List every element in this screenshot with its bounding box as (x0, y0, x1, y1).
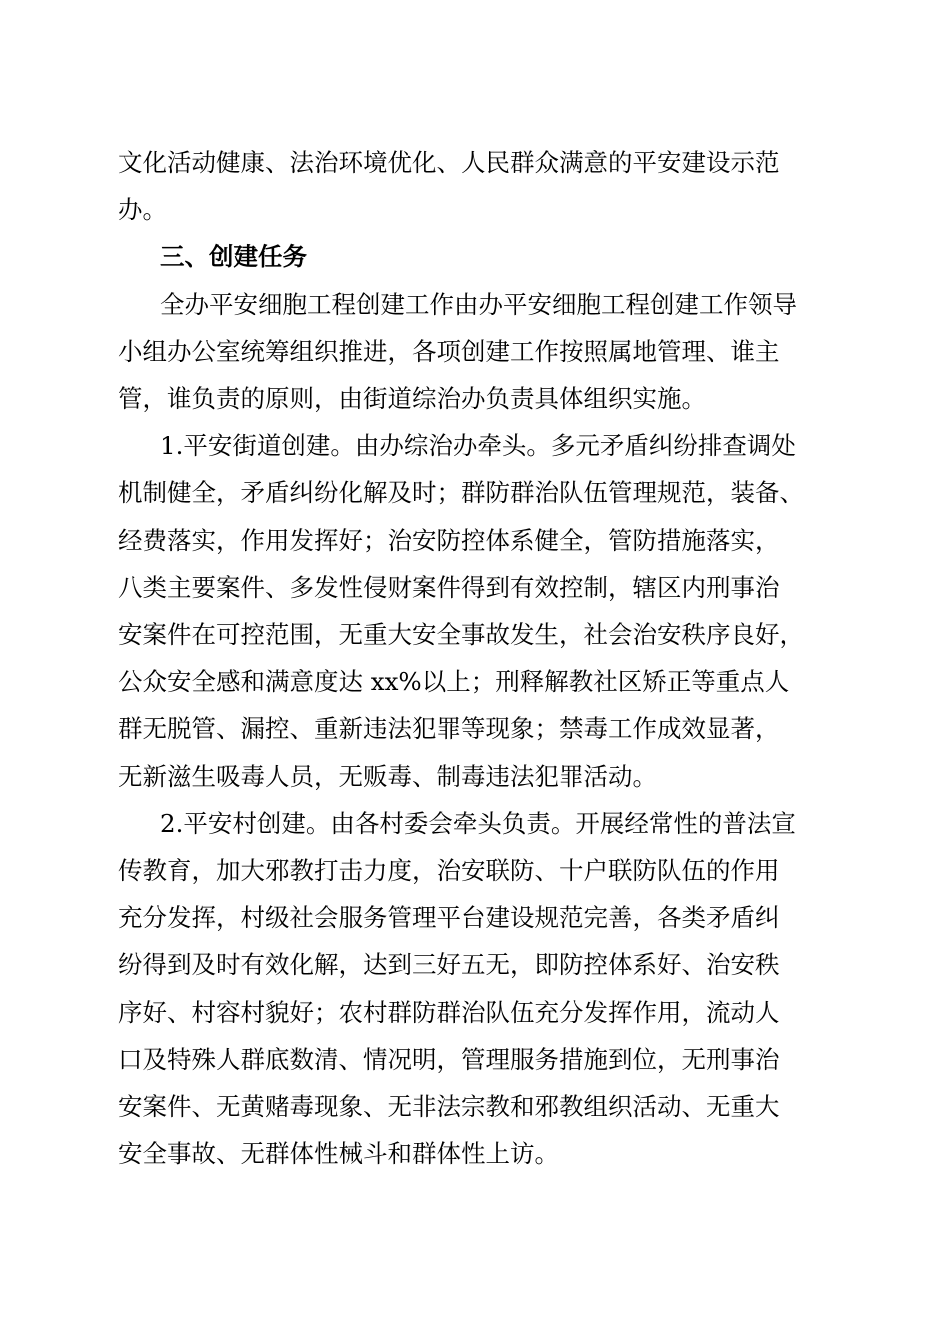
paragraph-intro-continuation (118, 139, 838, 233)
text-line: 传教育，加大邪教打击力度，治安联防、十户联防队伍的作用 (118, 856, 780, 886)
text-line: 群无脱管、漏控、重新违法犯罪等现象；禁毒工作成效显著， (118, 714, 780, 744)
text-line: 充分发挥，村级社会服务管理平台建设规范完善，各类矛盾纠 (118, 903, 780, 933)
text-line: 机制健全，矛盾纠纷化解及时；群防群治队伍管理规范，装备、 (118, 478, 804, 508)
text-line: 八类主要案件、多发性侵财案件得到有效控制，辖区内刑事治 (118, 572, 780, 602)
paragraph-item-1 (118, 422, 838, 800)
text-line: 公众安全感和满意度达 xx%以上；刑释解教社区矫正等重点人 (118, 667, 790, 697)
text-line: 口及特殊人群底数清、情况明，管理服务措施到位，无刑事治 (118, 1044, 780, 1074)
paragraph-item-2 (118, 800, 838, 1178)
text-line: 安案件在可控范围，无重大安全事故发生，社会治安秩序良好， (118, 620, 804, 650)
text-line: 安全事故、无群体性械斗和群体性上访。 (118, 1139, 559, 1169)
text-line: 序好、村容村貌好；农村群防群治队伍充分发挥作用，流动人 (118, 997, 780, 1027)
section-heading (118, 233, 838, 280)
section-heading-text: 三、创建任务 (160, 242, 307, 272)
text-line: 办。 (118, 195, 167, 225)
text-line: 无新滋生吸毒人员，无贩毒、制毒违法犯罪活动。 (118, 761, 657, 791)
text-line: 2.平安村创建。由各村委会牵头负责。开展经常性的普法宣 (160, 808, 796, 838)
text-line: 小组办公室统筹组织推进，各项创建工作按照属地管理、谁主 (118, 336, 780, 366)
document-body (118, 139, 838, 1177)
text-line: 管，谁负责的原则，由街道综治办负责具体组织实施。 (118, 384, 706, 414)
text-line: 纷得到及时有效化解，达到三好五无，即防控体系好、治安秩 (118, 950, 780, 980)
text-line: 全办平安细胞工程创建工作由办平安细胞工程创建工作领导 (160, 289, 797, 319)
paragraph-overview (118, 281, 838, 423)
text-line: 经费落实，作用发挥好；治安防控体系健全，管防措施落实， (118, 525, 780, 555)
text-line: 文化活动健康、法治环境优化、人民群众满意的平安建设示范 (118, 148, 780, 177)
text-line: 1.平安街道创建。由办综治办牵头。多元矛盾纠纷排查调处 (160, 431, 796, 461)
text-line: 安案件、无黄赌毒现象、无非法宗教和邪教组织活动、无重大 (118, 1092, 780, 1122)
